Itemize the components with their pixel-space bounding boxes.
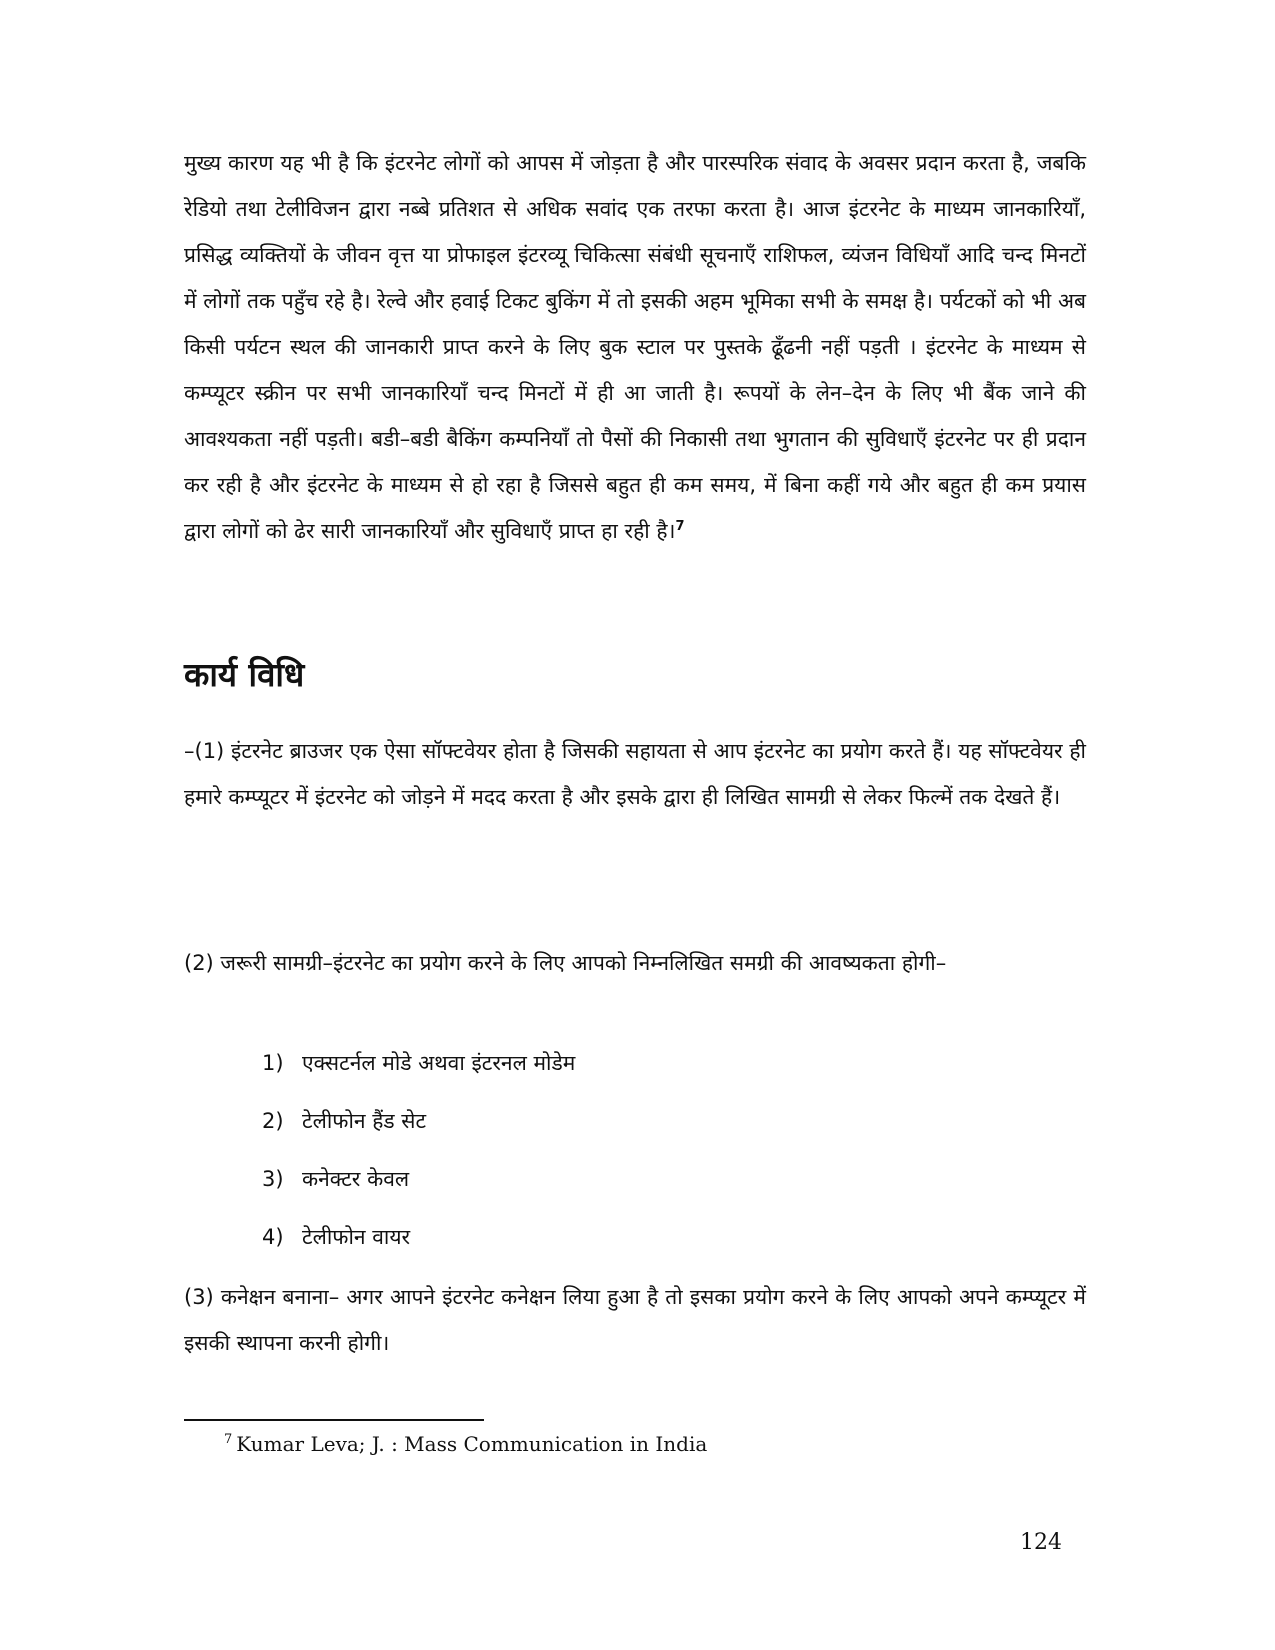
page-number: 124 [1020, 1530, 1062, 1555]
list-item [262, 1098, 575, 1156]
footnote-reference: 7 [675, 519, 685, 534]
intro-paragraph [184, 140, 1086, 554]
footnote-divider [184, 1419, 484, 1421]
list-item-text: टेलीफोन वायर [302, 1225, 411, 1249]
materials-list [262, 1040, 575, 1272]
list-item-text: टेलीफोन हैंड सेट [302, 1109, 427, 1133]
step-1-paragraph: –(1) इंटरनेट ब्राउजर एक ऐसा सॉफ्टवेयर होता है जिसकी सहायता से आप इंटरनेट का प्रयोग करते हैं। यह सॉफ्टवेयर ही हमारे कम्प्यूटर में इंटरनेट को जोड़ने में मदद करता है और इसके द्वारा ही लिखित सामग्री से लेकर फिल्में तक देखते हैं। [184, 739, 1086, 809]
list-item-text: एक्सटर्नल मोडे अथवा इंटरनल मोडेम [302, 1051, 576, 1075]
list-item [262, 1156, 575, 1214]
list-item-number: 2) [262, 1109, 284, 1133]
list-item-number: 1) [262, 1051, 284, 1075]
list-item-number: 4) [262, 1225, 284, 1249]
step-2-paragraph: (2) जरूरी सामग्री–इंटरनेट का प्रयोग करने के लिए आपको निम्नलिखित समग्री की आवष्यकता होगी– [184, 951, 947, 975]
step-3-paragraph: (3) कनेक्षन बनाना– अगर आपने इंटरनेट कनेक्षन लिया हुआ है तो इसका प्रयोग करने के लिए आपको अपने कम्प्यूटर में इसकी स्थापना करनी होगी। [184, 1285, 1086, 1355]
list-item-number: 3) [262, 1167, 284, 1191]
list-item [262, 1214, 575, 1272]
footnote-text: Kumar Leva; J. : Mass Communication in India [236, 1432, 708, 1456]
intro-text: मुख्य कारण यह भी है कि इंटरनेट लोगों को आपस में जोड़ता है और पारस्परिक संवाद के अवसर प्रदान करता है, जबकि रेडियो तथा टेलीविजन द्वारा नब्बे प्रतिशत से अधिक सवांद एक तरफा करता है। आज इंटरनेट के माध्यम जानकारियाँ, प्रसिद्ध व्यक्तियों के जीवन वृत्त या प्रोफाइल इंटरव्यू चिकित्सा संबंधी सूचनाएँ राशिफल, व्यंजन विधियाँ आदि चन्द मिनटों में लोगों तक पहुँच रहे है। रेल्वे और हवाई टिकट बुकिंग में तो इसकी अहम भूमिका सभी के समक्ष है। पर्यटकों को भी अब किसी पर्यटन स्थल की जानकारी प्राप्त करने के लिए बुक स्टाल पर पुस्तके ढूँढनी नहीं पड़ती । इंटरनेट के माध्यम से कम्प्यूटर स्क्रीन पर सभी जानकारियाँ चन्द मिनटों में ही आ जाती है। रूपयों के लेन–देन के लिए भी बैंक जाने की आवश्यकता नहीं पड़ती। बडी–बडी बैकिंग कम्पनियाँ तो पैसों की निकासी तथा भुगतान की सुविधाएँ इंटरनेट पर ही प्रदान कर रही है और इंटरनेट के माध्यम से हो रहा है जिससे बहुत ही कम समय, में बिना कहीं गये और बहुत ही कम प्रयास द्वारा लोगों को ढेर सारी जानकारियाँ और सुविधाएँ प्राप्त हा रही है। [184, 151, 1086, 543]
list-item-text: कनेक्टर केवल [302, 1167, 410, 1191]
footnote-mark: 7 [224, 1432, 233, 1448]
section-heading: कार्य विधि [184, 655, 305, 694]
footnote [224, 1432, 707, 1456]
list-item [262, 1040, 575, 1098]
